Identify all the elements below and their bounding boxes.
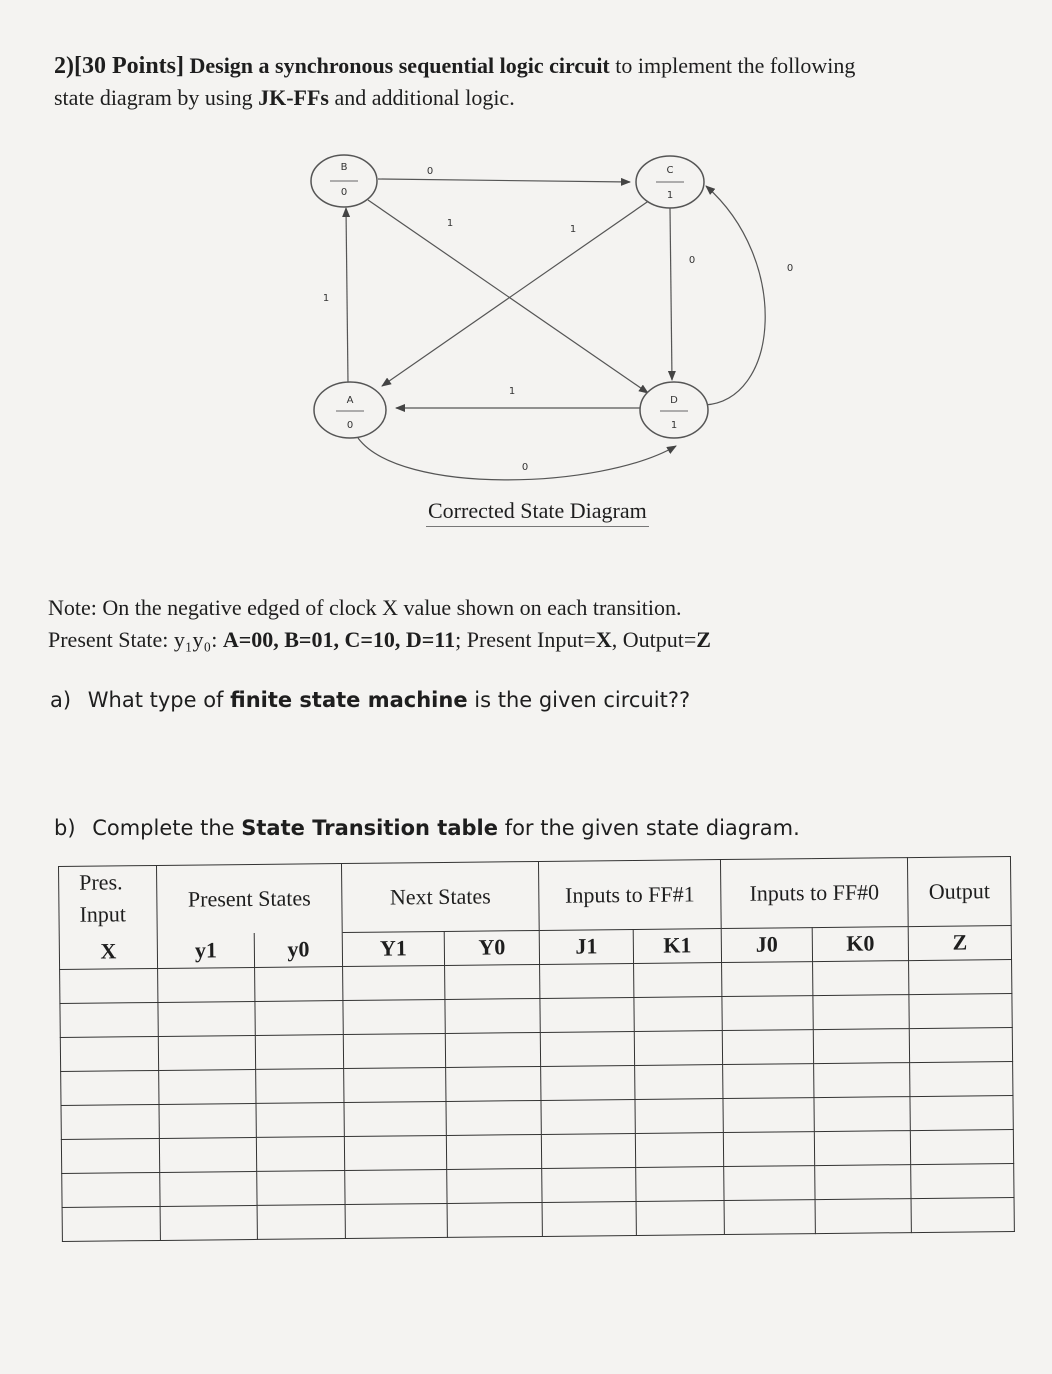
question-number: 2)[30 Points]: [54, 53, 184, 79]
table-cell[interactable]: [446, 1066, 541, 1101]
note-block: [48, 592, 711, 656]
subheader-Z: Z: [908, 925, 1011, 960]
question-lead: Design a synchronous sequential logic circuit: [189, 53, 610, 78]
edge-b-to-c: [378, 179, 630, 182]
table-cell[interactable]: [542, 1167, 636, 1202]
table-cell[interactable]: [257, 1170, 345, 1205]
state-c-name: C: [666, 165, 674, 176]
table-cell[interactable]: [722, 995, 813, 1030]
header-output: Output: [907, 857, 1011, 927]
table-cell[interactable]: [257, 1204, 345, 1239]
edge-b-to-d: [368, 200, 648, 393]
subheader-Y0: Y0: [444, 930, 539, 965]
header-pres-input-line2: Input: [79, 901, 127, 927]
diagram-caption: Corrected State Diagram: [426, 498, 649, 527]
table-cell[interactable]: [158, 1035, 255, 1070]
note-output: Z: [696, 627, 711, 652]
table-cell[interactable]: [255, 1034, 343, 1069]
table-cell[interactable]: [159, 1103, 256, 1138]
table-cell[interactable]: [62, 1206, 160, 1241]
note-line1: Note: On the negative edged of clock X value shown on each transition.: [48, 595, 682, 620]
table-cell[interactable]: [256, 1102, 344, 1137]
part-a-label: a): [50, 688, 72, 712]
table-cell[interactable]: [344, 1135, 446, 1170]
subheader-Y1: Y1: [342, 931, 444, 966]
table-cell[interactable]: [542, 1201, 636, 1236]
table-cell[interactable]: [722, 961, 813, 996]
part-b-label: b): [54, 816, 76, 840]
state-a-output: 0: [346, 420, 354, 431]
table-cell[interactable]: [813, 1028, 909, 1063]
table-cell[interactable]: [911, 1163, 1014, 1198]
subheader-K0: K0: [812, 926, 908, 961]
table-cell[interactable]: [815, 1198, 911, 1233]
question-line1-rest: to implement the following: [615, 53, 856, 78]
label-b-to-d: 1: [446, 218, 454, 229]
table-cell[interactable]: [61, 1070, 159, 1105]
table-cell[interactable]: [160, 1171, 257, 1206]
table-cell[interactable]: [445, 998, 540, 1033]
part-a: [50, 688, 690, 712]
table-cell[interactable]: [540, 1031, 634, 1066]
label-b-to-c: 0: [426, 166, 434, 177]
table-cell[interactable]: [815, 1164, 911, 1199]
state-a-name: A: [346, 395, 354, 406]
part-a-text-after: is the given circuit??: [474, 688, 691, 712]
table-cell[interactable]: [909, 993, 1012, 1028]
table-cell[interactable]: [541, 1133, 635, 1168]
header-inputs-ff0: Inputs to FF#0: [720, 858, 908, 928]
edge-a-to-d: [358, 438, 676, 480]
table-cell[interactable]: [62, 1172, 160, 1207]
table-cell[interactable]: [541, 1099, 635, 1134]
table-cell[interactable]: [445, 964, 540, 999]
header-inputs-ff1: Inputs to FF#1: [538, 860, 721, 930]
table-cell[interactable]: [910, 1061, 1013, 1096]
question-line2-end: and additional logic.: [334, 85, 515, 110]
table-cell[interactable]: [813, 960, 909, 995]
part-b-text-after: for the given state diagram.: [504, 816, 800, 840]
table-cell[interactable]: [345, 1203, 447, 1238]
question-title: [54, 50, 1014, 114]
table-cell[interactable]: [911, 1197, 1014, 1232]
table-cell[interactable]: [256, 1068, 344, 1103]
table-cell[interactable]: [540, 963, 634, 998]
table-cell[interactable]: [910, 1095, 1013, 1130]
table-cell[interactable]: [723, 1131, 814, 1166]
table-cell[interactable]: [158, 967, 255, 1002]
table-cell[interactable]: [445, 1032, 540, 1067]
subheader-J0: J0: [721, 927, 812, 962]
table-cell[interactable]: [814, 1062, 910, 1097]
table-cell[interactable]: [255, 966, 343, 1001]
table-cell[interactable]: [814, 1130, 910, 1165]
table-cell[interactable]: [343, 965, 445, 1000]
table-cell[interactable]: [635, 1064, 723, 1099]
label-d-to-a: 1: [508, 386, 516, 397]
table-cell[interactable]: [541, 1065, 635, 1100]
header-pres-input: [59, 865, 158, 935]
table-cell[interactable]: [722, 1029, 813, 1064]
label-c-to-d: 0: [688, 255, 696, 266]
note-input-prefix: ; Present Input=: [455, 627, 596, 652]
table-cell[interactable]: [159, 1137, 256, 1172]
table-cell[interactable]: [61, 1138, 159, 1173]
part-b-bold: State Transition table: [241, 816, 498, 840]
table-cell[interactable]: [447, 1202, 542, 1237]
subheader-x: X: [59, 934, 157, 969]
table-cell[interactable]: [634, 962, 722, 997]
table-cell[interactable]: [634, 996, 722, 1031]
table-cell[interactable]: [343, 1033, 445, 1068]
table-cell[interactable]: [724, 1165, 815, 1200]
table-cell[interactable]: [60, 1002, 158, 1037]
table-cell[interactable]: [813, 994, 909, 1029]
state-b-output: 0: [340, 187, 348, 198]
table-cell[interactable]: [60, 1036, 158, 1071]
table-cell[interactable]: [540, 997, 634, 1032]
part-a-bold: finite state machine: [230, 688, 468, 712]
table-cell[interactable]: [909, 959, 1012, 994]
label-a-to-b: 1: [322, 293, 330, 304]
header-next-states: Next States: [341, 861, 539, 932]
part-a-text-before: What type of: [87, 688, 224, 712]
table-cell[interactable]: [160, 1205, 257, 1240]
part-b: [54, 816, 800, 840]
table-cell[interactable]: [344, 1067, 446, 1102]
note-assignments: A=00, B=01, C=10, D=11: [222, 627, 456, 652]
table-cell[interactable]: [636, 1200, 724, 1235]
subheader-y1: y1: [157, 933, 254, 968]
table-cell[interactable]: [446, 1134, 541, 1169]
state-transition-table: [58, 856, 1015, 1241]
table-cell[interactable]: [635, 1132, 723, 1167]
table-cell[interactable]: [446, 1100, 541, 1135]
table-cell[interactable]: [345, 1169, 447, 1204]
note-output-prefix: , Output=: [611, 627, 697, 652]
table-cell[interactable]: [344, 1101, 446, 1136]
table-cell[interactable]: [634, 1030, 722, 1065]
table-cell[interactable]: [159, 1069, 256, 1104]
table-cell[interactable]: [909, 1027, 1012, 1062]
state-b-name: B: [340, 162, 348, 173]
edge-a-to-b: [346, 208, 348, 383]
table-cell[interactable]: [636, 1166, 724, 1201]
note-state-prefix: Present State: y₁y₀:: [48, 627, 218, 652]
header-pres-input-line1: Pres.: [79, 869, 123, 895]
table-cell[interactable]: [158, 1001, 255, 1036]
table-cell[interactable]: [723, 1063, 814, 1098]
table-cell[interactable]: [724, 1199, 815, 1234]
edge-d-to-c: [705, 186, 765, 405]
label-c-to-a: 1: [569, 224, 577, 235]
question-line2-start: state diagram by using: [54, 85, 253, 110]
subheader-J1: J1: [539, 929, 633, 964]
subheader-y0: y0: [254, 932, 342, 967]
table-cell[interactable]: [814, 1096, 910, 1131]
header-present-states: Present States: [156, 864, 342, 934]
edge-c-to-d: [670, 208, 672, 380]
table-cell[interactable]: [61, 1104, 159, 1139]
table-cell[interactable]: [60, 968, 158, 1003]
state-c-output: 1: [666, 190, 674, 201]
label-d-to-c: 0: [786, 263, 794, 274]
table-cell[interactable]: [723, 1097, 814, 1132]
table-cell[interactable]: [256, 1136, 344, 1171]
subheader-K1: K1: [633, 928, 721, 963]
table-cell[interactable]: [343, 999, 445, 1034]
table-cell[interactable]: [910, 1129, 1013, 1164]
note-input: X: [595, 627, 612, 652]
ff-type: JK-FFs: [258, 85, 329, 110]
label-a-to-d: 0: [521, 462, 529, 473]
note-line2: [48, 624, 711, 656]
part-b-text-before: Complete the: [92, 816, 235, 840]
state-d-name: D: [670, 395, 678, 406]
state-diagram: [300, 150, 800, 490]
table-cell[interactable]: [635, 1098, 723, 1133]
table-header-row: [59, 857, 1012, 935]
table-cell[interactable]: [255, 1000, 343, 1035]
edge-c-to-a: [382, 200, 650, 386]
state-d-output: 1: [670, 420, 678, 431]
table-cell[interactable]: [447, 1168, 542, 1203]
